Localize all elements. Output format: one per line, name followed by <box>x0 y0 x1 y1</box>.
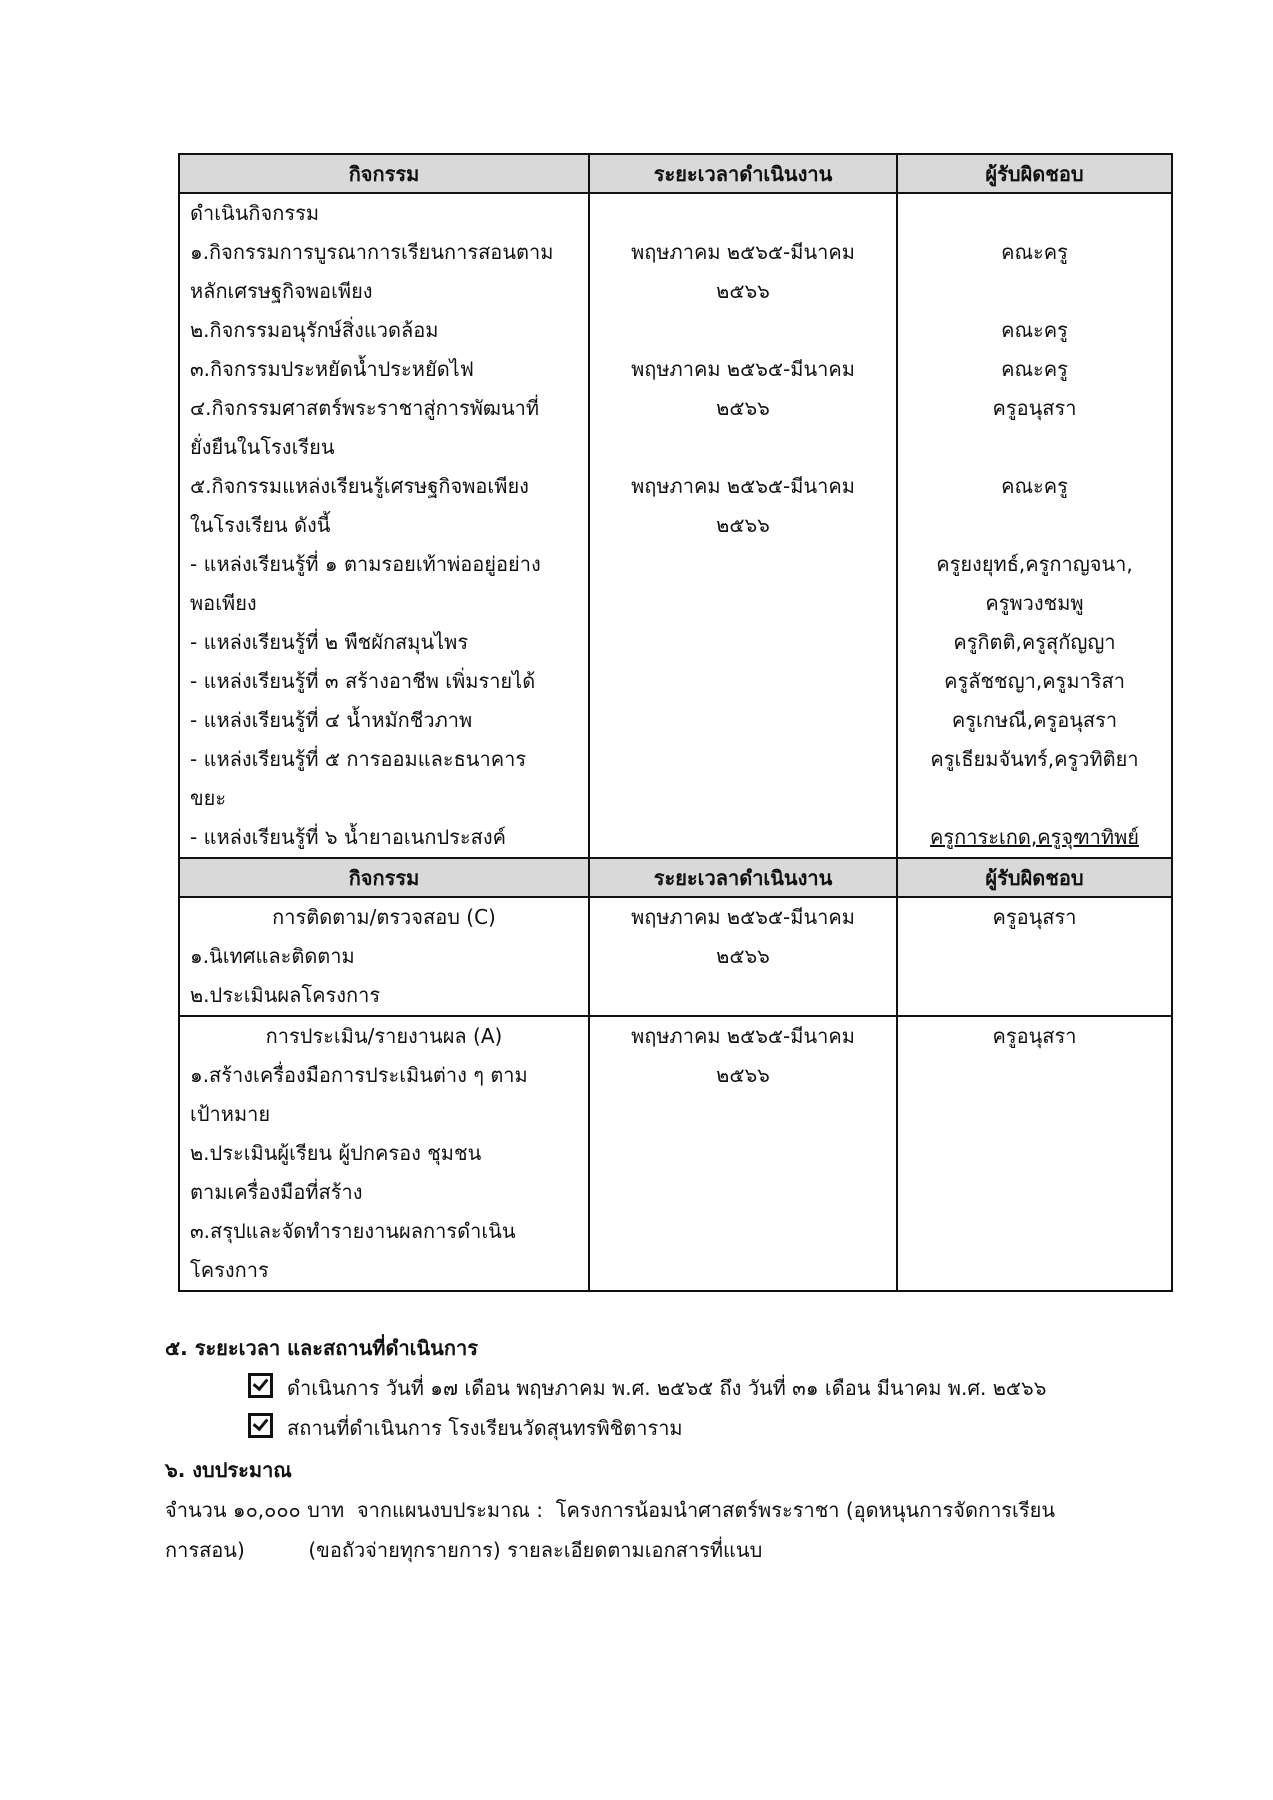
cell-line: ๒๕๖๖ <box>716 1063 770 1087</box>
cell-line <box>600 194 886 233</box>
cell-line: โครงการ <box>190 1258 269 1282</box>
cell-line: พฤษภาคม ๒๕๖๕-มีนาคม <box>631 474 855 498</box>
cell-line <box>600 623 886 662</box>
location-text: สถานที่ดำเนินการ โรงเรียนวัดสุนทรพิชิตาราม <box>287 1416 683 1440</box>
period-cell <box>589 1016 897 1291</box>
cell-line: ๒.ประเมินผู้เรียน ผู้ปกครอง ชุมชน <box>190 1141 482 1165</box>
cell-line: - แหล่งเรียนรู้ที่ ๓ สร้างอาชีพ เพิ่มรายได้ <box>190 669 536 693</box>
header-activity: กิจกรรม <box>179 858 589 897</box>
cell-line: พอเพียง <box>190 591 257 615</box>
cell-line <box>600 818 886 857</box>
cell-line: - แหล่งเรียนรู้ที่ ๖ น้ำยาอเนกประสงค์ <box>190 825 506 849</box>
cell-line: คณะครู <box>1001 474 1068 498</box>
checkbox-row-location <box>248 1412 683 1444</box>
checked-box-icon <box>248 1373 273 1398</box>
checkbox-row-period <box>248 1372 1046 1404</box>
owner-cell <box>897 193 1172 858</box>
period-cell <box>589 897 897 1016</box>
table-row-act <box>179 1016 1172 1291</box>
cell-line: ขยะ <box>190 786 227 810</box>
header-period: ระยะเวลาดำเนินงาน <box>589 858 897 897</box>
cell-line: พฤษภาคม ๒๕๖๕-มีนาคม <box>631 1024 855 1048</box>
cell-line <box>600 545 886 584</box>
owner-cell <box>897 897 1172 1016</box>
cell-line: เป้าหมาย <box>190 1102 271 1126</box>
cell-line <box>600 662 886 701</box>
cell-line <box>908 194 1161 233</box>
cell-line: ๓.กิจกรรมประหยัดน้ำประหยัดไฟ <box>190 357 474 381</box>
cell-line: ในโรงเรียน ดังนี้ <box>190 513 331 537</box>
activity-cell <box>179 1016 589 1291</box>
budget-line-2: การสอน) (ขอถัวจ่ายทุกรายการ) รายละเอียดตามเอกสารที่แนบ <box>165 1538 763 1562</box>
cell-line <box>600 976 886 1015</box>
section-6-title: ๖. งบประมาณ <box>165 1458 292 1482</box>
cell-line: ๓.สรุปและจัดทำรายงานผลการดำเนิน <box>190 1219 516 1243</box>
cell-line: ๒.กิจกรรมอนุรักษ์สิ่งแวดล้อม <box>190 318 439 342</box>
cell-line: ๒๕๖๖ <box>716 396 770 420</box>
activity-plan-table <box>178 153 1173 1292</box>
cell-line <box>600 701 886 740</box>
cell-line <box>600 740 886 779</box>
cell-line: ครูยงยุทธ์,ครูกาญจนา, <box>936 552 1133 576</box>
cell-line: ครูอนุสรา <box>992 396 1077 420</box>
cell-line <box>600 779 886 818</box>
header-period: ระยะเวลาดำเนินงาน <box>589 154 897 193</box>
cell-line: - แหล่งเรียนรู้ที่ ๒ พืชผักสมุนไพร <box>190 630 469 654</box>
cell-line: ๒.ประเมินผลโครงการ <box>190 983 381 1007</box>
cell-line: การติดตาม/ตรวจสอบ (C) <box>272 905 496 929</box>
cell-line: ๑.นิเทศและติดตาม <box>190 944 355 968</box>
cell-line: ครูพวงชมพู <box>985 591 1084 615</box>
table-header-row-repeat <box>179 858 1172 897</box>
cell-line: ครูอนุสรา <box>992 905 1077 929</box>
cell-line: ๑.สร้างเครื่องมือการประเมินต่าง ๆ ตาม <box>190 1063 528 1087</box>
cell-line: ครูลัชชญา,ครูมาริสา <box>944 669 1125 693</box>
cell-line: ครูกิตติ,ครูสุกัญญา <box>953 630 1116 654</box>
cell-line: ๒๕๖๖ <box>716 279 770 303</box>
cell-line: ครูเกษณี,ครูอนุสรา <box>951 708 1118 732</box>
cell-line: ๒๕๖๖ <box>716 944 770 968</box>
cell-line <box>908 428 1161 467</box>
table-header-row <box>179 154 1172 193</box>
header-owner: ผู้รับผิดชอบ <box>897 858 1172 897</box>
cell-line: ดำเนินกิจกรรม <box>190 201 320 225</box>
cell-line <box>908 937 1161 976</box>
activity-cell <box>179 193 589 858</box>
section-5-title: ๕. ระยะเวลา และสถานที่ดำเนินการ <box>165 1336 478 1360</box>
cell-line: คณะครู <box>1001 240 1068 264</box>
cell-line: พฤษภาคม ๒๕๖๕-มีนาคม <box>631 905 855 929</box>
cell-line: ๑.กิจกรรมการบูรณาการเรียนการสอนตาม <box>190 240 554 264</box>
cell-line: คณะครู <box>1001 318 1068 342</box>
checked-box-icon <box>248 1413 273 1438</box>
cell-line: ยั่งยืนในโรงเรียน <box>190 435 335 459</box>
cell-line: ตามเครื่องมือที่สร้าง <box>190 1180 363 1204</box>
owner-cell <box>897 1016 1172 1291</box>
cell-line <box>908 976 1161 1015</box>
cell-line <box>600 584 886 623</box>
cell-line: ๕.กิจกรรมแหล่งเรียนรู้เศรษฐกิจพอเพียง <box>190 474 529 498</box>
cell-line: พฤษภาคม ๒๕๖๕-มีนาคม <box>631 357 855 381</box>
cell-line <box>908 779 1161 818</box>
table-row-check <box>179 897 1172 1016</box>
budget-line-1: จำนวน ๑๐,๐๐๐ บาท จากแผนงบประมาณ : โครงการน้อมนำศาสตร์พระราชา (อุดหนุนการจัดการเรียน <box>165 1498 1056 1522</box>
cell-line <box>600 311 886 350</box>
cell-line: พฤษภาคม ๒๕๖๕-มีนาคม <box>631 240 855 264</box>
header-activity: กิจกรรม <box>179 154 589 193</box>
header-owner: ผู้รับผิดชอบ <box>897 154 1172 193</box>
cell-line: ๒๕๖๖ <box>716 513 770 537</box>
cell-line: - แหล่งเรียนรู้ที่ ๑ ตามรอยเท้าพ่ออยู่อย่าง <box>190 552 541 576</box>
cell-line: ครูอนุสรา <box>992 1024 1077 1048</box>
period-cell <box>589 193 897 858</box>
cell-line: คณะครู <box>1001 357 1068 381</box>
cell-line <box>600 428 886 467</box>
cell-line: ๔.กิจกรรมศาสตร์พระราชาสู่การพัฒนาที่ <box>190 396 540 420</box>
cell-line: - แหล่งเรียนรู้ที่ ๕ การออมและธนาคาร <box>190 747 527 771</box>
cell-line: การประเมิน/รายงานผล (A) <box>265 1024 503 1048</box>
cell-line <box>908 506 1161 545</box>
cell-line: ครูการะเกด,ครูจุฑาทิพย์ <box>930 825 1139 849</box>
period-text: ดำเนินการ วันที่ ๑๗ เดือน พฤษภาคม พ.ศ. ๒๕๖๕ ถึง วันที่ ๓๑ เดือน มีนาคม พ.ศ. ๒๕๖๖ <box>287 1376 1047 1400</box>
table-row-do <box>179 193 1172 858</box>
cell-line: หลักเศรษฐกิจพอเพียง <box>190 279 373 303</box>
cell-line: - แหล่งเรียนรู้ที่ ๔ น้ำหมักชีวภาพ <box>190 708 473 732</box>
activity-cell <box>179 897 589 1016</box>
cell-line: ครูเธียมจันทร์,ครูวทิติยา <box>930 747 1139 771</box>
cell-line <box>908 272 1161 311</box>
